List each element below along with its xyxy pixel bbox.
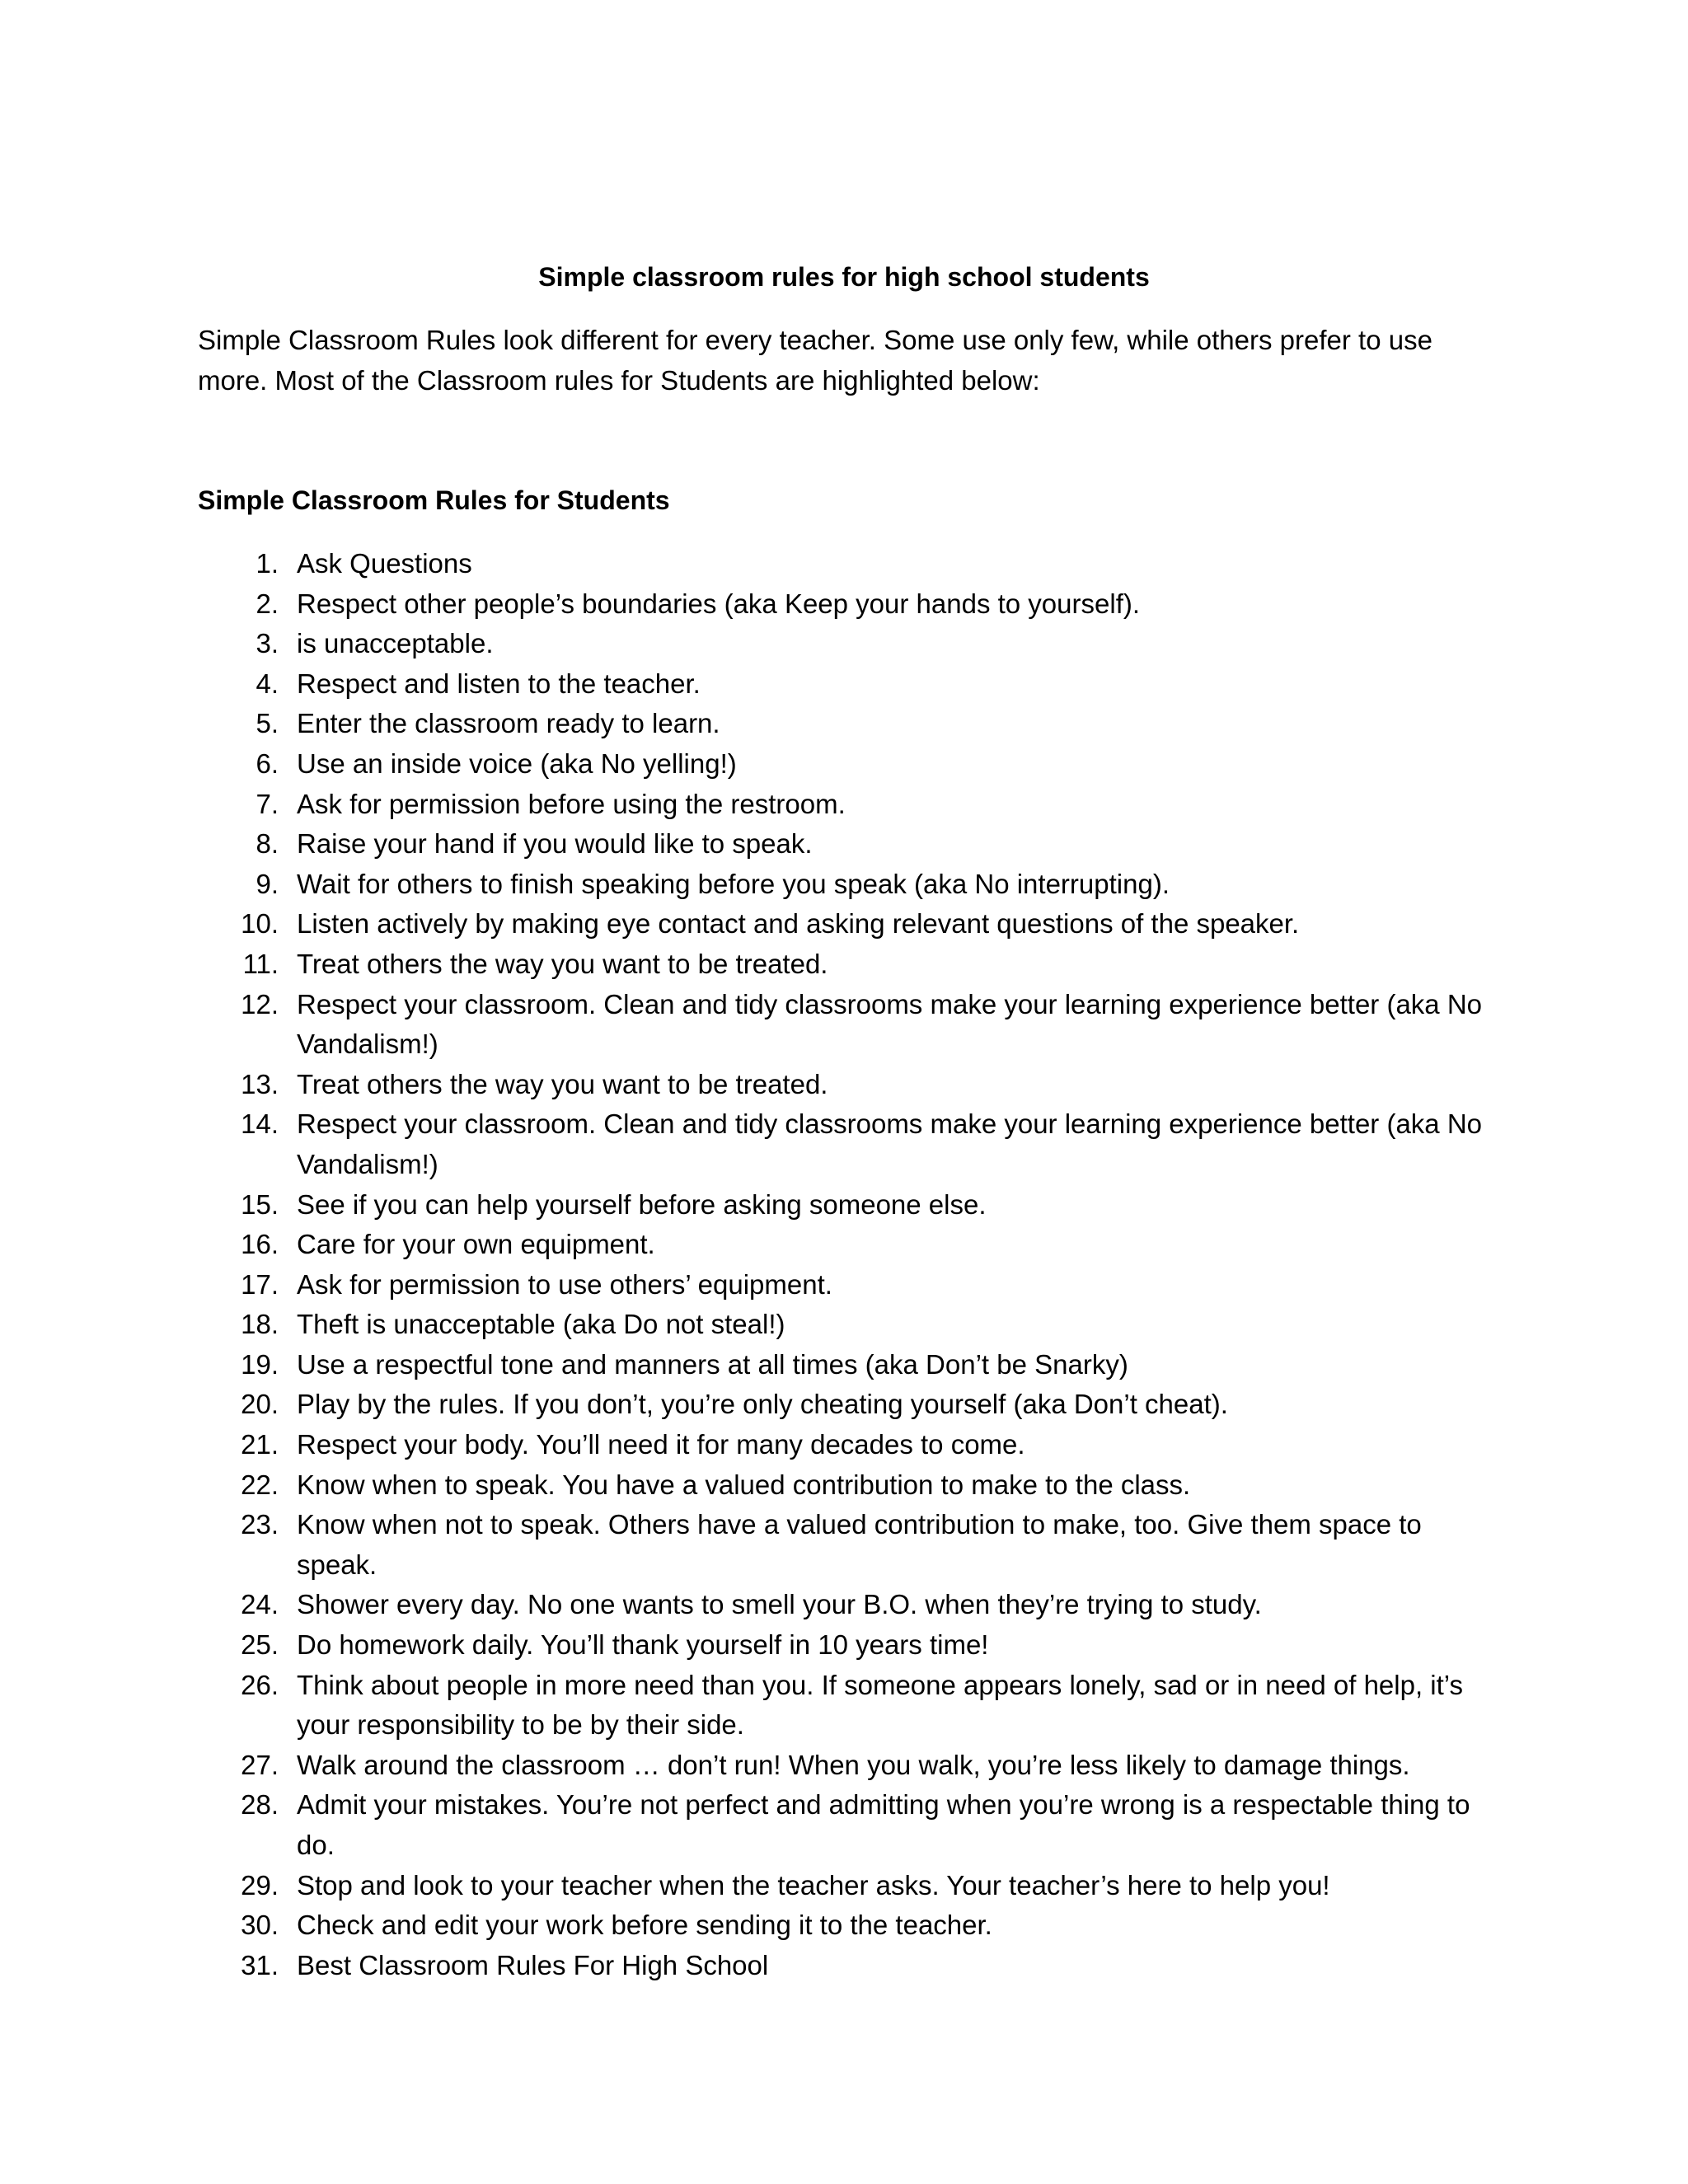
list-item-text: Respect your body. You’ll need it for many decades to come.	[297, 1429, 1025, 1460]
list-item-text: Do homework daily. You’ll thank yourself in 10 years time!	[297, 1629, 989, 1661]
list-item-text: Know when to speak. You have a valued contribution to make to the class.	[297, 1469, 1191, 1500]
list-item	[198, 1305, 1500, 1345]
list-item-number: 25.	[241, 1629, 279, 1661]
list-item	[198, 824, 1500, 865]
list-item-number: 9.	[256, 868, 279, 899]
list-item-number: 2.	[256, 588, 279, 619]
list-item-text: Know when not to speak. Others have a valued contribution to make, too. Give them space to speak.	[297, 1509, 1422, 1580]
list-item-number: 29.	[241, 1869, 279, 1900]
list-item-text: Raise your hand if you would like to speak.	[297, 828, 813, 860]
list-item	[198, 624, 1500, 664]
list-item-text: Play by the rules. If you don’t, you’re only cheating yourself (aka Don’t cheat).	[297, 1389, 1228, 1420]
list-item	[198, 744, 1500, 785]
list-item	[198, 1065, 1500, 1105]
list-item	[198, 1265, 1500, 1305]
list-item-number: 31.	[241, 1949, 279, 1980]
list-item-text: Theft is unacceptable (aka Do not steal!)	[297, 1309, 785, 1340]
list-item	[198, 664, 1500, 705]
list-item	[198, 1345, 1500, 1385]
list-item-text: Ask for permission before using the restroom.	[297, 788, 846, 819]
list-item-text: is unacceptable.	[297, 628, 494, 659]
list-item-text: Use an inside voice (aka No yelling!)	[297, 748, 737, 779]
list-item-number: 3.	[256, 628, 279, 659]
list-item	[198, 1185, 1500, 1226]
list-item-text: Ask for permission to use others’ equipment.	[297, 1268, 832, 1300]
list-item	[198, 544, 1500, 584]
list-item-text: Respect other people’s boundaries (aka Keep your hands to yourself).	[297, 588, 1141, 619]
list-item	[198, 865, 1500, 905]
list-item-number: 19.	[241, 1348, 279, 1380]
list-item-number: 18.	[241, 1309, 279, 1340]
intro-paragraph: Simple Classroom Rules look different for every teacher. Some use only few, while others prefer to use more. Most of the Classroom rules for Students are highlighted below:	[198, 325, 1432, 396]
list-item-text: Enter the classroom ready to learn.	[297, 708, 720, 739]
list-item	[198, 1425, 1500, 1465]
list-item	[198, 1746, 1500, 1786]
list-item-number: 10.	[241, 908, 279, 940]
list-item-text: Shower every day. No one wants to smell your B.O. when they’re trying to study.	[297, 1589, 1262, 1620]
section-heading: Simple Classroom Rules for Students	[198, 485, 670, 515]
list-item	[198, 1946, 1500, 1986]
list-item-text: Ask Questions	[297, 548, 472, 579]
list-item-number: 6.	[256, 748, 279, 779]
list-item-text: Wait for others to finish speaking before you speak (aka No interrupting).	[297, 868, 1170, 899]
list-item-text: Stop and look to your teacher when the teacher asks. Your teacher’s here to help you!	[297, 1869, 1330, 1900]
list-item	[198, 985, 1500, 1065]
list-item-number: 20.	[241, 1389, 279, 1420]
list-item-number: 24.	[241, 1589, 279, 1620]
list-item-text: Walk around the classroom … don’t run! When you walk, you’re less likely to damage things.	[297, 1749, 1410, 1780]
list-item-number: 7.	[256, 788, 279, 819]
list-item-text: Best Classroom Rules For High School	[297, 1949, 769, 1980]
list-item	[198, 1465, 1500, 1506]
list-item-text: Check and edit your work before sending it to the teacher.	[297, 1910, 992, 1941]
list-item-text: See if you can help yourself before asking someone else.	[297, 1188, 987, 1220]
list-item-number: 16.	[241, 1229, 279, 1260]
list-item-text: Listen actively by making eye contact and asking relevant questions of the speaker.	[297, 908, 1300, 940]
list-item	[198, 1625, 1500, 1666]
list-item-number: 1.	[256, 548, 279, 579]
list-item	[198, 1866, 1500, 1906]
list-item	[198, 704, 1500, 744]
list-item	[198, 1385, 1500, 1425]
list-item-number: 26.	[241, 1669, 279, 1700]
list-item	[198, 1104, 1500, 1184]
list-item-number: 8.	[256, 828, 279, 860]
list-item	[198, 1666, 1500, 1746]
list-item-number: 14.	[241, 1108, 279, 1140]
list-item	[198, 584, 1500, 625]
list-item-number: 30.	[241, 1910, 279, 1941]
list-item-number: 23.	[241, 1509, 279, 1540]
list-item-number: 4.	[256, 668, 279, 699]
list-item-number: 13.	[241, 1068, 279, 1099]
list-item-text: Respect and listen to the teacher.	[297, 668, 701, 699]
list-item-text: Care for your own equipment.	[297, 1229, 655, 1260]
list-item-number: 15.	[241, 1188, 279, 1220]
list-item	[198, 785, 1500, 825]
list-item	[198, 1225, 1500, 1265]
list-item-number: 5.	[256, 708, 279, 739]
list-item-text: Respect your classroom. Clean and tidy classrooms make your learning experience better (aka No Vandalism!)	[297, 988, 1482, 1060]
list-item-number: 28.	[241, 1789, 279, 1821]
list-item-number: 11.	[242, 948, 279, 979]
list-item	[198, 1785, 1500, 1865]
list-item-number: 22.	[241, 1469, 279, 1500]
list-item-number: 17.	[241, 1268, 279, 1300]
list-item	[198, 944, 1500, 985]
list-item-number: 12.	[241, 988, 279, 1019]
list-item-text: Respect your classroom. Clean and tidy classrooms make your learning experience better (aka No Vandalism!)	[297, 1108, 1482, 1179]
rules-list	[198, 544, 1500, 1985]
list-item	[198, 1505, 1500, 1585]
list-item-text: Use a respectful tone and manners at all times (aka Don’t be Snarky)	[297, 1348, 1128, 1380]
page-title: Simple classroom rules for high school students	[538, 262, 1150, 292]
list-item	[198, 1905, 1500, 1946]
list-item	[198, 1585, 1500, 1625]
list-item-number: 27.	[241, 1749, 279, 1780]
list-item-text: Admit your mistakes. You’re not perfect and admitting when you’re wrong is a respectable thing to do.	[297, 1789, 1470, 1860]
list-item-text: Think about people in more need than you. If someone appears lonely, sad or in need of help, it’s your responsibility to be by their side.	[297, 1669, 1464, 1741]
list-item-text: Treat others the way you want to be treated.	[297, 948, 828, 979]
list-item	[198, 904, 1500, 944]
list-item-number: 21.	[241, 1429, 279, 1460]
list-item-text: Treat others the way you want to be treated.	[297, 1068, 828, 1099]
